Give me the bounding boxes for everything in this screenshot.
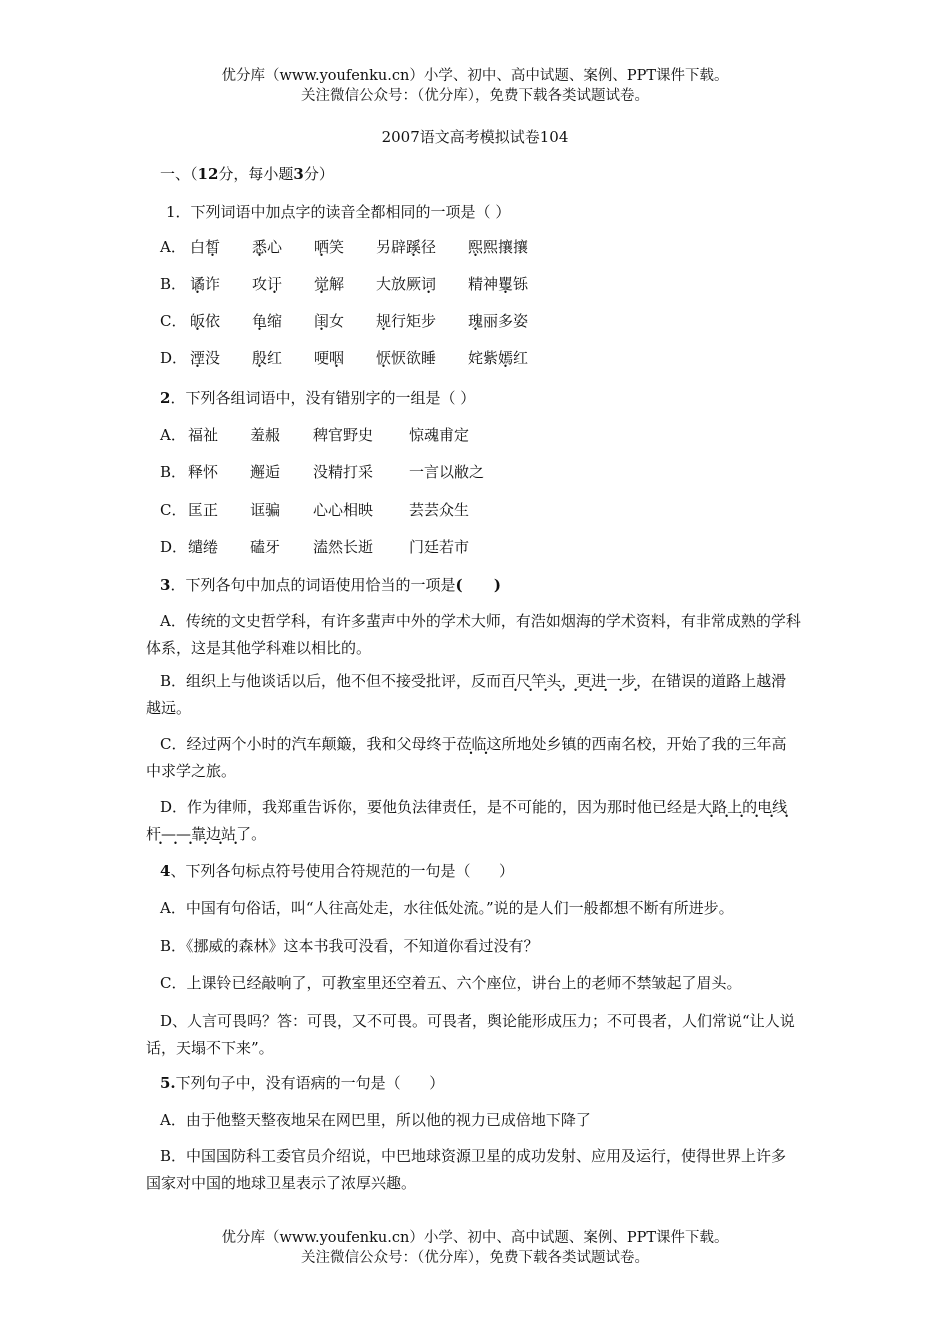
word: 缱绻 [188, 538, 219, 556]
option-label: B． [160, 463, 187, 481]
word: 瑰丽多姿 [468, 312, 529, 330]
footer-line-2: 关注微信公众号：（优分库），免费下载各类试题试卷。 [301, 1250, 649, 1266]
dotted-char: 规 [376, 312, 392, 330]
dotted-char: 莅 [456, 735, 472, 753]
word: 诓骗 [250, 501, 281, 519]
q2-option-d [160, 536, 469, 558]
word: 恹恹欲睡 [376, 349, 437, 367]
q4-number: 4 [160, 862, 171, 880]
word: 龟缩 [252, 312, 283, 330]
dotted-char: 路 [712, 798, 728, 816]
option-label: C． [160, 501, 187, 519]
word: 芸芸众生 [409, 501, 470, 519]
dotted-char: 杆 [146, 825, 162, 843]
option-label: D． [160, 349, 188, 367]
word: 心心相映 [313, 501, 374, 519]
dotted-char: 咽 [329, 349, 345, 367]
section-heading [160, 163, 334, 185]
dotted-char: 龟 [252, 312, 268, 330]
option-label: B． [160, 275, 187, 293]
q1-option-c [160, 310, 528, 332]
word: 一言以敝之 [409, 463, 485, 481]
section-score: 12 [197, 165, 219, 183]
q1-option-a [160, 236, 528, 258]
dotted-char: 的 [742, 798, 758, 816]
word: 匡正 [188, 501, 219, 519]
q3-text: ．下列各句中加点的词语使用恰当的一项是 [170, 576, 456, 594]
dotted-char: 边 [206, 825, 222, 843]
q3-stem [160, 574, 501, 596]
word: 哂笑 [314, 238, 345, 256]
dotted-char: 熙 [468, 238, 484, 256]
footer-line-1: 优分库（www.youfenku.cn）小学、初中、高中试题、案例、PPT课件下载。 [221, 1230, 729, 1246]
q2-option-a [160, 424, 469, 446]
q3b-post: ，在错误的道路上越滑越远。 [146, 672, 787, 717]
dotted-char: 进 [591, 672, 607, 690]
word: 福祉 [188, 426, 219, 444]
dotted-char: 电 [757, 798, 773, 816]
q3-option-c [146, 731, 801, 785]
dotted-char: 尺 [516, 672, 532, 690]
word: 悉心 [252, 238, 283, 256]
section-prefix: 一、（ [160, 165, 198, 183]
section-each: 3 [293, 165, 304, 183]
word: 熙熙攘攘 [468, 238, 529, 256]
dotted-char: 皈 [190, 312, 206, 330]
dotted-char: 湮 [190, 349, 206, 367]
q5-option-b: B．中国国防科工委官员介绍说，中巴地球资源卫星的成功发射、应用及运行，使得世界上许多国家对中国的地球卫星表示了浓厚兴趣。 [146, 1147, 787, 1192]
dotted-char: 词 [421, 275, 437, 293]
q3-option-d [146, 794, 801, 848]
q1-option-d [160, 347, 528, 369]
q3-option-b [146, 668, 801, 722]
word: 大放厥词 [376, 275, 437, 293]
q3d-post: 了。 [236, 825, 267, 843]
section-suffix: 分） [303, 165, 334, 183]
dotted-char: 谲 [190, 275, 206, 293]
q3-paren: ( ) [455, 576, 501, 594]
q3-number: 3 [160, 576, 171, 594]
option-label: A． [160, 426, 186, 444]
word: 另辟蹊径 [376, 238, 437, 256]
dotted-char: 头 [546, 672, 562, 690]
q5-number: 5. [160, 1074, 176, 1092]
dotted-char: — • [161, 825, 176, 843]
q2-option-c [160, 499, 469, 521]
q3c-pre: C．经过两个小时的汽车颠簸，我和父母终于 [160, 735, 457, 753]
dotted-char: 更 [576, 672, 592, 690]
q4-stem [160, 860, 514, 882]
dotted-char: 矍 [498, 275, 514, 293]
q3c-post: 这所地处乡镇的西南名校，开始了我的三年高中求学之旅。 [146, 735, 787, 780]
q3b-pre: B．组织上与他谈话以后，他不但不接受批评，反而 [160, 672, 502, 690]
q4-option-d: D、人言可畏吗？答：可畏，又不可畏。可畏者，舆论能形成压力；不可畏者，人们常说“让人说话，天塌不下来”。 [146, 1012, 795, 1057]
dotted-char: 线 [772, 798, 788, 816]
word: 门廷若市 [409, 538, 470, 556]
dotted-char: 恹 [376, 349, 392, 367]
dotted-char: 临 [471, 735, 487, 753]
q1-option-b [160, 273, 528, 295]
word: 哽咽 [314, 349, 345, 367]
q1-stem: 1．下列词语中加点字的读音全都相同的一项是（ ） [166, 203, 511, 221]
dotted-char: 一 [606, 672, 622, 690]
dotted-char: 哂 [314, 238, 330, 256]
dotted-char: ， • [561, 672, 576, 690]
word: 磕牙 [250, 538, 281, 556]
dotted-char: 讦 [267, 275, 283, 293]
q4-option-c: C．上课铃已经敲响了，可教室里还空着五、六个座位，讲台上的老师不禁皱起了眉头。 [160, 974, 742, 992]
dotted-char: 站 [221, 825, 237, 843]
word: 邂逅 [250, 463, 281, 481]
word: 稗官野史 [313, 426, 374, 444]
header-line-2: 关注微信公众号：（优分库），免费下载各类试题试卷。 [301, 88, 649, 104]
q2-number: 2 [160, 389, 171, 407]
word: 羞赧 [250, 426, 281, 444]
dotted-char: 靠 [191, 825, 207, 843]
header-line-1: 优分库（www.youfenku.cn）小学、初中、高中试题、案例、PPT课件下载。 [221, 68, 729, 84]
page-title: 2007语文高考模拟试卷104 [381, 128, 569, 146]
q2-text: ．下列各组词语中，没有错别字的一组是（ ） [170, 389, 476, 407]
dotted-char: 悉 [252, 238, 268, 256]
word: 精神矍铄 [468, 275, 529, 293]
q2-stem [160, 387, 475, 409]
word: 没精打采 [313, 463, 374, 481]
q4-option-a: A．中国有句俗话，叫“人往高处走，水往低处流。”说的是人们一般都想不断有所进步。 [160, 899, 734, 917]
q3c-marked [456, 735, 486, 753]
q3-option-a: A．传统的文史哲学科，有许多蜚声中外的学术大师，有浩如烟海的学术资料，有非常成熟的学科体系，这是其他学科难以相比的。 [146, 612, 801, 657]
q3d-pre: D．作为律师，我郑重告诉你，要他负法律责任，是不可能的，因为那时他已经是 [160, 798, 698, 816]
dotted-char: 上 [727, 798, 743, 816]
dotted-char: 殷 [252, 349, 268, 367]
q4-option-b: B．《挪威的森林》这本书我可没看，不知道你看过没有？ [160, 937, 539, 955]
word: 溘然长逝 [313, 538, 374, 556]
dotted-char: 嫣 [498, 349, 514, 367]
word: 规行矩步 [376, 312, 437, 330]
q5-option-a: A．由于他整天整夜地呆在网巴里，所以他的视力已成倍地下降了 [160, 1111, 591, 1129]
word: 攻讦 [252, 275, 283, 293]
section-mid: 分，每小题 [218, 165, 294, 183]
q5-text: 下列句子中，没有语病的一句是（ ） [175, 1074, 445, 1092]
option-label: C． [160, 312, 187, 330]
q4-text: 、下列各句标点符号使用合符规范的一句是（ ） [170, 862, 515, 880]
word: 湮没 [190, 349, 221, 367]
word: 闺女 [314, 312, 345, 330]
dotted-char: 皙 [205, 238, 221, 256]
dotted-char: 步 [621, 672, 637, 690]
word: 白皙 [190, 238, 221, 256]
dotted-char: 竿 [531, 672, 547, 690]
dotted-char: 蹊 [406, 238, 422, 256]
dotted-char: 觉 [314, 275, 330, 293]
q5-stem [160, 1072, 444, 1094]
word: 谲诈 [190, 275, 221, 293]
word: 释怀 [188, 463, 219, 481]
dotted-char: 大 [697, 798, 713, 816]
word: 惊魂甫定 [409, 426, 470, 444]
dotted-char: 瑰 [468, 312, 484, 330]
dotted-char: 闺 [314, 312, 330, 330]
option-label: A． [160, 238, 186, 256]
dotted-char: — • [176, 825, 191, 843]
dotted-char: 百 [501, 672, 517, 690]
word: 皈依 [190, 312, 221, 330]
word: 姹紫嫣红 [468, 349, 529, 367]
q2-option-b [160, 461, 484, 483]
word: 觉解 [314, 275, 345, 293]
q3b-marked [501, 672, 636, 690]
option-label: D． [160, 538, 188, 556]
word: 殷红 [252, 349, 283, 367]
